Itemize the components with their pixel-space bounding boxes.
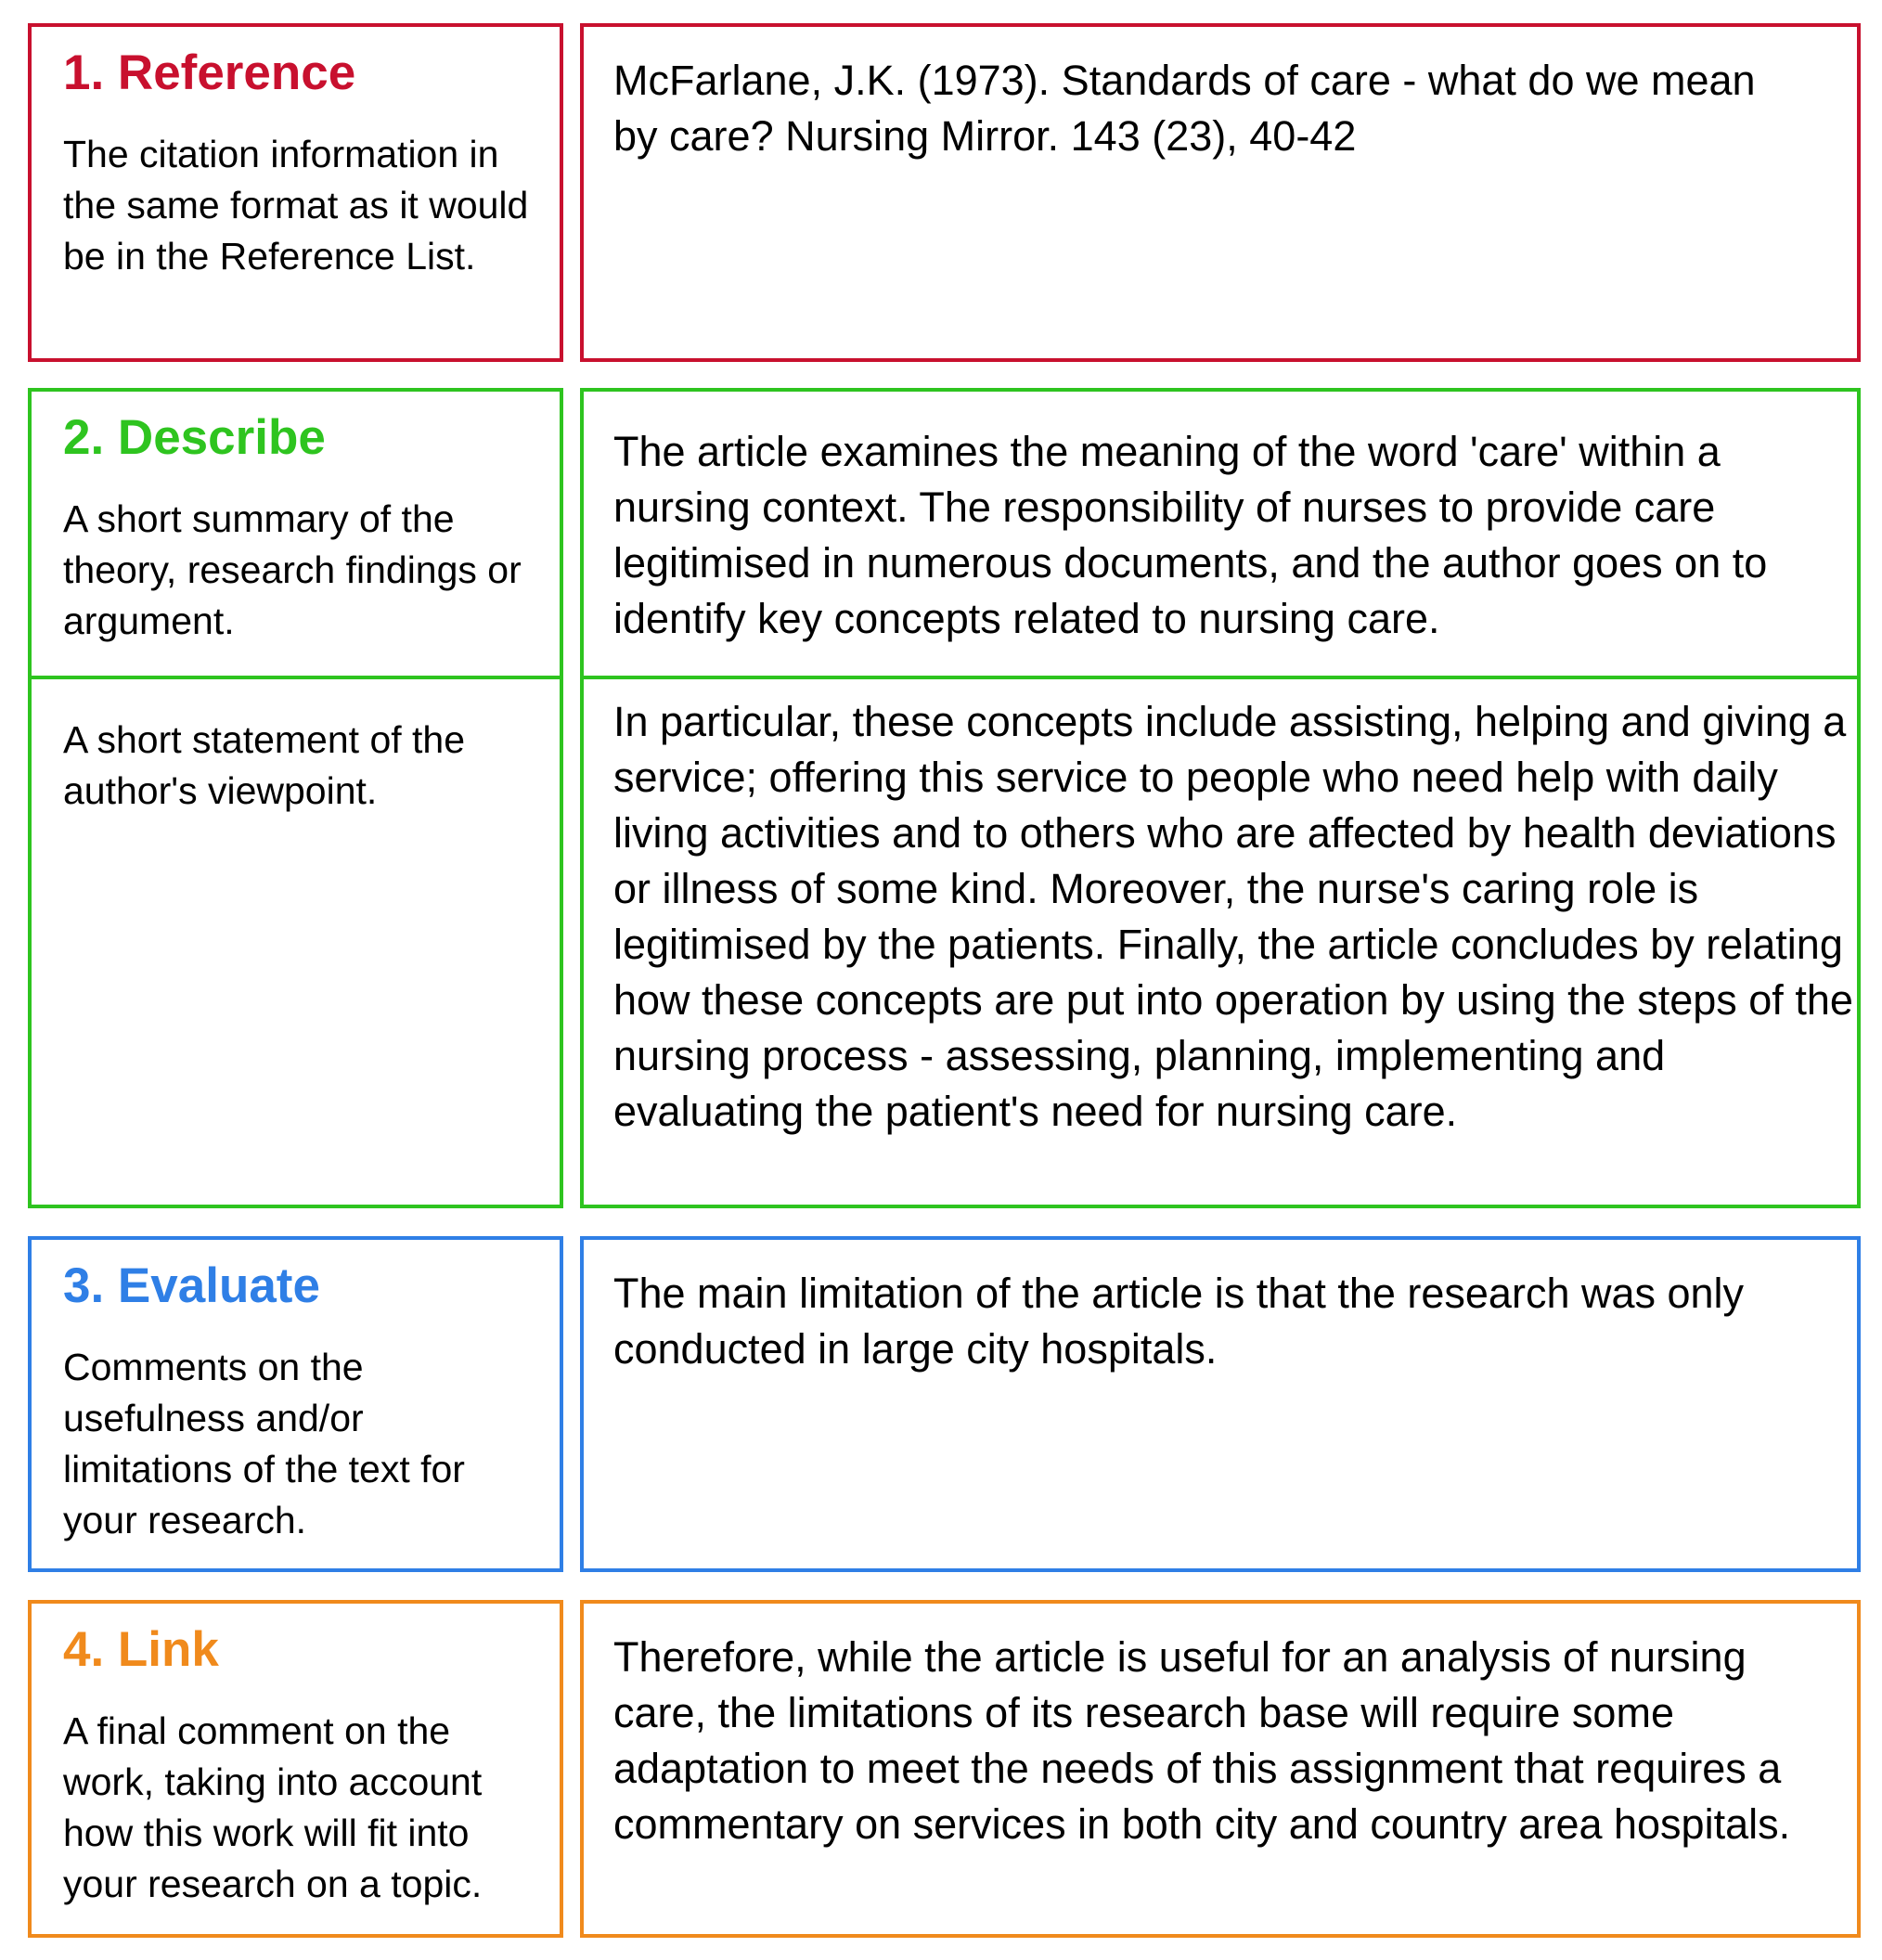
evaluate-heading: 3. Evaluate (63, 1258, 320, 1313)
evaluate-label-box (28, 1236, 563, 1572)
describe-summary-content-cell (613, 424, 1857, 647)
describe-content-divider (584, 676, 1857, 679)
describe-viewpoint-content-cell (613, 694, 1857, 1140)
describe-content: The article examines the meaning of the word 'care' within a nursing context. The responsibility of nurses to provide care legitimised in numerous documents, and the author goes on to identify key concepts related to nursing care. (613, 428, 1768, 642)
describe-description: A short summary of the theory, research findings or argument. (63, 497, 522, 642)
link-content: Therefore, while the article is useful for an analysis of nursing care, the limitations of its research base will require some adaptation to meet the needs of this assignment that requires a commentary on services in both city and country area hospitals. (613, 1633, 1791, 1848)
link-label-box (28, 1600, 563, 1938)
reference-content: McFarlane, J.K. (1973). Standards of care - what do we mean by care? Nursing Mirror. 143 (23), 40-42 (613, 57, 1756, 160)
describe-summary-cell (63, 408, 530, 647)
describe-viewpoint-description: A short statement of the author's viewpoint. (63, 718, 466, 812)
reference-content-box (580, 23, 1861, 362)
evaluate-content-box (580, 1236, 1861, 1572)
describe-label-divider (32, 676, 560, 679)
describe-viewpoint-cell (63, 715, 530, 817)
link-heading: 4. Link (63, 1622, 219, 1677)
describe-label-box (28, 388, 563, 1208)
reference-label-box (28, 23, 563, 362)
reference-heading: 1. Reference (63, 45, 356, 100)
describe-heading: 2. Describe (63, 410, 326, 465)
link-content-box (580, 1600, 1861, 1938)
evaluate-content: The main limitation of the article is that the research was only conducted in large city hospitals. (613, 1270, 1745, 1373)
evaluate-description: Comments on the usefulness and/or limitations of the text for your research. (63, 1346, 465, 1541)
link-description: A final comment on the work, taking into account how this work will fit into your research on a topic. (63, 1709, 483, 1905)
describe-viewpoint-content: In particular, these concepts include assisting, helping and giving a service; offering this service to people who need help with daily living activities and to others who are affected by health deviations or illness of some kind. Moreover, the nurse's caring role is legitimised by the patients. Finally, the article concludes by relating how these concepts are put into operation by using the steps of the nursing process - assessing, planning, implementing and evaluating the patient's need for nursing care. (613, 698, 1853, 1135)
describe-content-box (580, 388, 1861, 1208)
reference-description: The citation information in the same format as it would be in the Reference List. (63, 133, 529, 277)
